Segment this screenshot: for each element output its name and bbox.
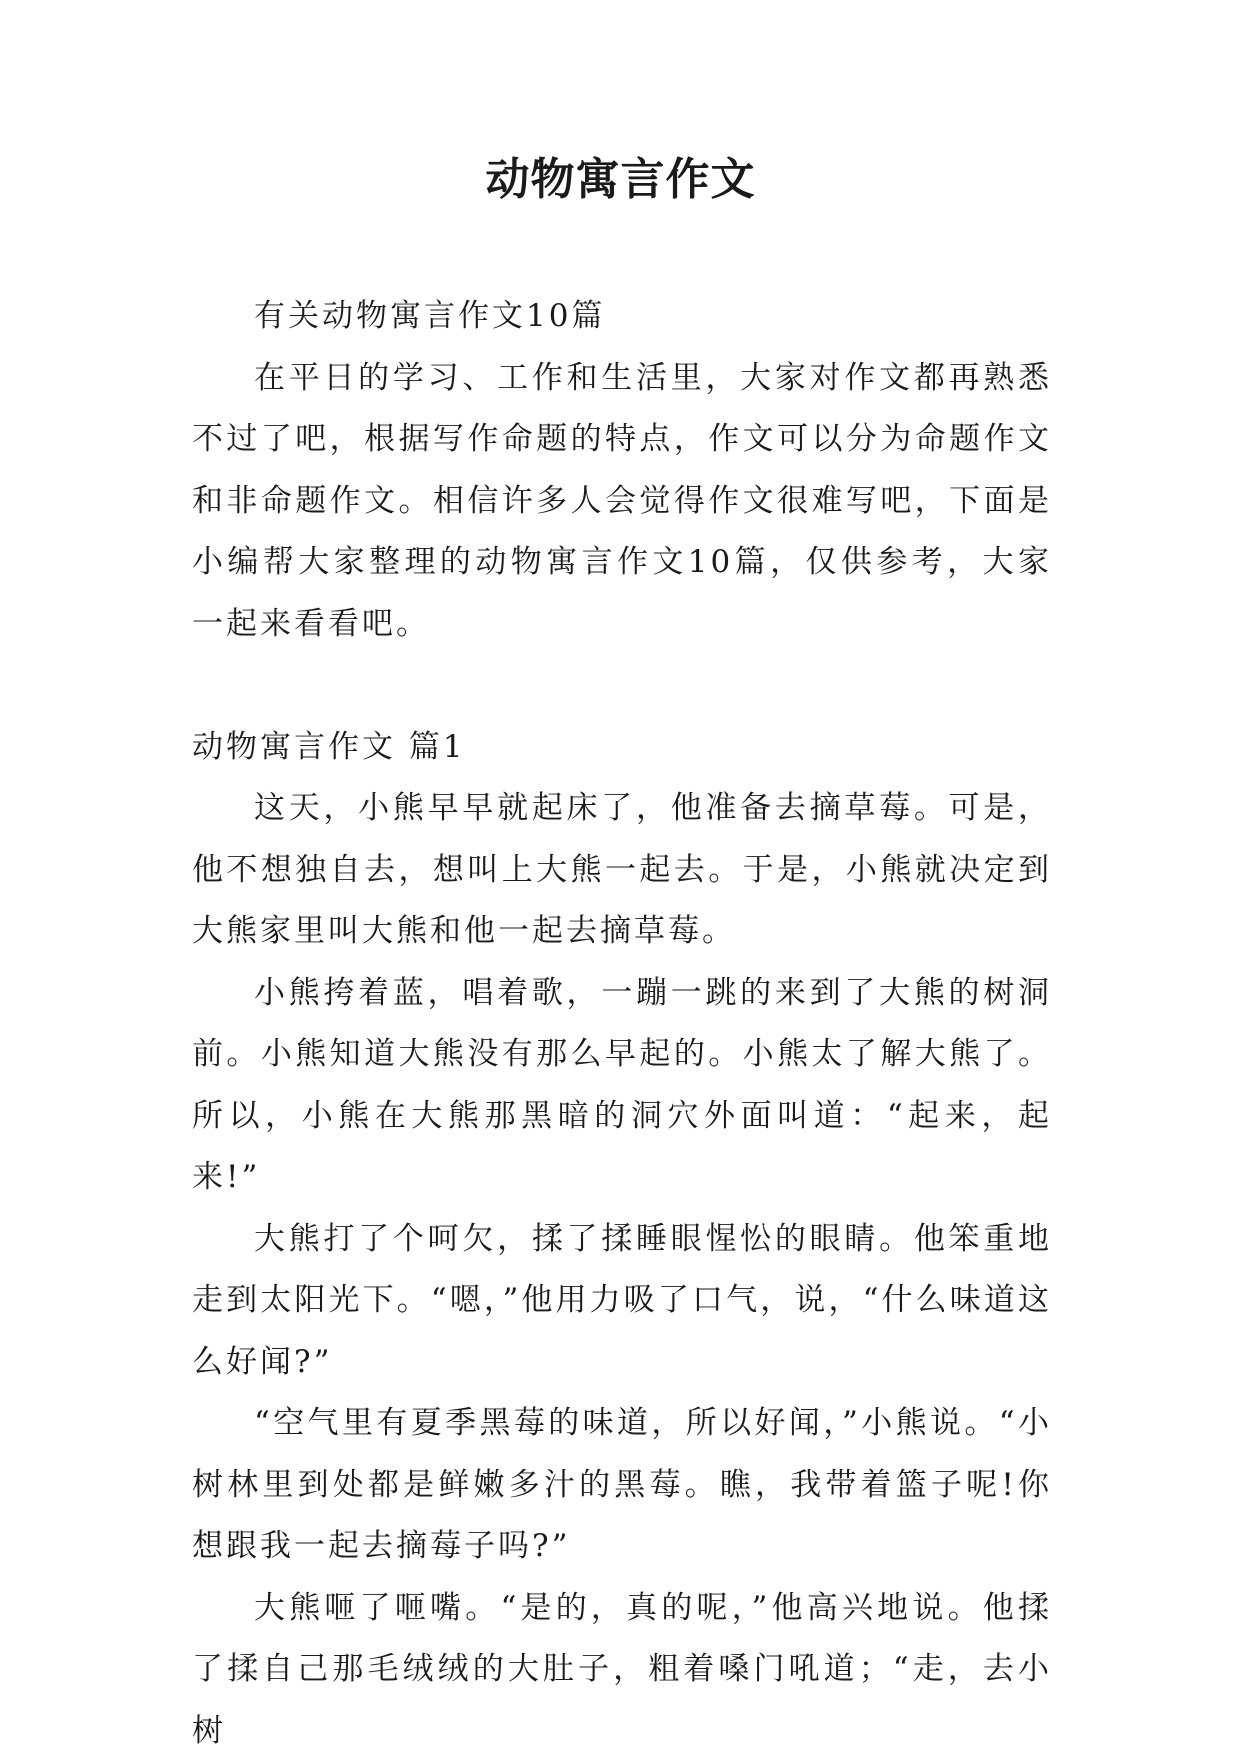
- intro-heading: 有关动物寓言作文10篇: [192, 286, 1052, 348]
- intro-paragraph: 在平日的学习、工作和生活里，大家对作文都再熟悉不过了吧，根据写作命题的特点，作文可以分为命题作文和非命题作文。相信许多人会觉得作文很难写吧，下面是小编帮大家整理的动物寓言作文10篇，仅供参考，大家一起来看看吧。: [192, 348, 1052, 656]
- section-paragraph-3: 大熊打了个呵欠，揉了揉睡眼惺忪的眼睛。他笨重地走到太阳光下。“嗯，”他用力吸了口气，说，“什么味道这么好闻?”: [192, 1209, 1052, 1394]
- document-body: [192, 286, 1052, 1762]
- section-spacer: [192, 655, 1052, 717]
- document-title: 动物寓言作文: [0, 150, 1241, 210]
- section-paragraph-2: 小熊挎着蓝，唱着歌，一蹦一跳的来到了大熊的树洞前。小熊知道大熊没有那么早起的。小熊太了解大熊了。所以，小熊在大熊那黑暗的洞穴外面叫道：“起来，起来!”: [192, 963, 1052, 1209]
- section-paragraph-4: “空气里有夏季黑莓的味道，所以好闻，”小熊说。“小树林里到处都是鲜嫩多汁的黑莓。瞧，我带着篮子呢!你想跟我一起去摘莓子吗?”: [192, 1393, 1052, 1578]
- section-heading: 动物寓言作文 篇1: [192, 717, 1052, 779]
- section-paragraph-5: 大熊咂了咂嘴。“是的，真的呢，”他高兴地说。他揉了揉自己那毛绒绒的大肚子，粗着嗓门吼道；“走，去小树: [192, 1578, 1052, 1762]
- section-paragraph-1: 这天，小熊早早就起床了，他准备去摘草莓。可是，他不想独自去，想叫上大熊一起去。于是，小熊就决定到大熊家里叫大熊和他一起去摘草莓。: [192, 778, 1052, 963]
